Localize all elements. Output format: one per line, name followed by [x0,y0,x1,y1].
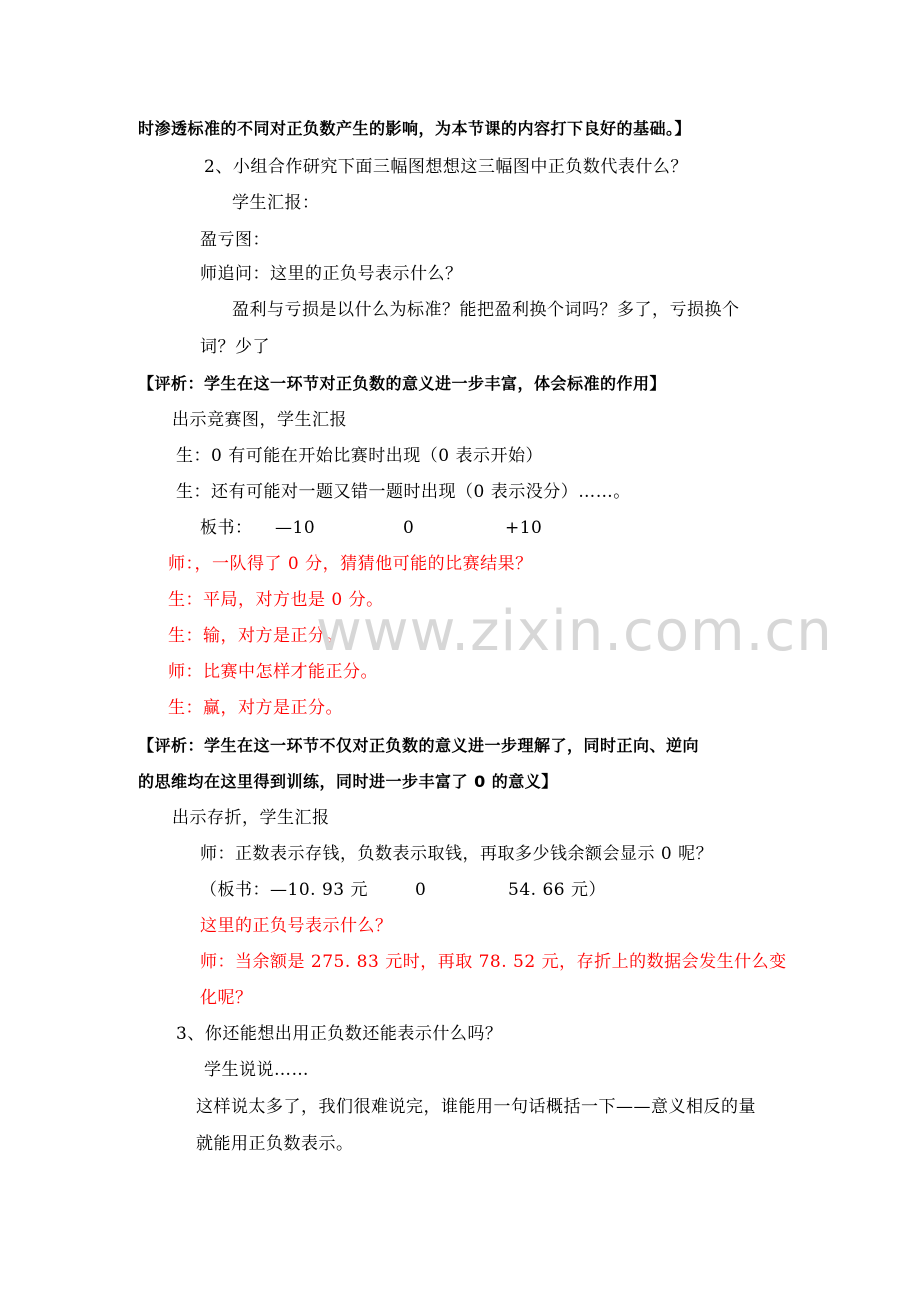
dialogue-line: 师：，一队得了 0 分，猜猜他可能的比赛结果？ [168,554,533,574]
commentary-line: 【评析：学生在这一环节不仅对正负数的意义进一步理解了，同时正向、逆向 [138,736,700,755]
section-heading: 3、你还能想出用正负数还能表示什么吗？ [176,1024,503,1044]
paragraph-line: 盈利与亏损是以什么为标准？能把盈利换个词吗？多了，亏损换个 [232,300,740,320]
watermark: www.zixin.com.cn [316,599,833,664]
section-heading: 2、小组合作研究下面三幅图想想这三幅图中正负数代表什么？ [204,157,688,177]
board-label: 板书： [200,518,253,538]
paragraph-line: 学生说说…… [204,1060,309,1080]
dialogue-line: 化呢？ [200,988,253,1008]
dialogue-line: 生：平局，对方也是 0 分。 [168,590,384,610]
paragraph-line: 生：还有可能对一题又错一题时出现（0 表示没分）……。 [176,482,631,502]
paragraph-line: 生：0 有可能在开始比赛时出现（0 表示开始） [176,446,543,466]
paragraph-line: 学生汇报： [232,193,320,213]
paragraph-line: 师追问：这里的正负号表示什么？ [200,264,463,284]
board-value: 0 [403,518,415,538]
blackboard-line-2 [200,879,760,901]
board-value: （板书：—10. 93 元 [200,880,368,900]
paragraph-line: 出示存折，学生汇报 [172,808,330,828]
dialogue-line: 生：输，对方是正分。 [168,626,343,646]
board-value: +10 [505,518,543,538]
board-value: 0 [415,880,427,900]
board-value: 54. 66 元） [508,880,606,900]
paragraph-line: 盈亏图： [200,230,270,250]
dialogue-line: 师：当余额是 275. 83 元时，再取 78. 52 元，存折上的数据会发生什么变 [200,952,787,972]
dialogue-line: 生：赢，对方是正分。 [168,698,343,718]
paragraph-line: 这样说太多了，我们很难说完，谁能用一句话概括一下——意义相反的量 [196,1097,756,1117]
paragraph-line: 出示竞赛图，学生汇报 [172,410,347,430]
commentary-line: 的思维均在这里得到训练，同时进一步丰富了 0 的意义】 [138,772,558,791]
board-value: —10 [275,518,316,538]
paragraph-line: 词？少了 [200,337,270,357]
commentary-line: 【评析：学生在这一环节对正负数的意义进一步丰富，体会标准的作用】 [138,374,667,393]
paragraph-line: 时渗透标准的不同对正负数产生的影响，为本节课的内容打下良好的基础。】 [138,119,692,138]
paragraph-line: 师：正数表示存钱，负数表示取钱，再取多少钱余额会显示 0 呢？ [200,844,714,864]
blackboard-line-1 [200,517,760,539]
dialogue-line: 这里的正负号表示什么？ [200,916,393,936]
paragraph-line: 就能用正负数表示。 [196,1134,354,1154]
dialogue-line: 师：比赛中怎样才能正分。 [168,662,378,682]
